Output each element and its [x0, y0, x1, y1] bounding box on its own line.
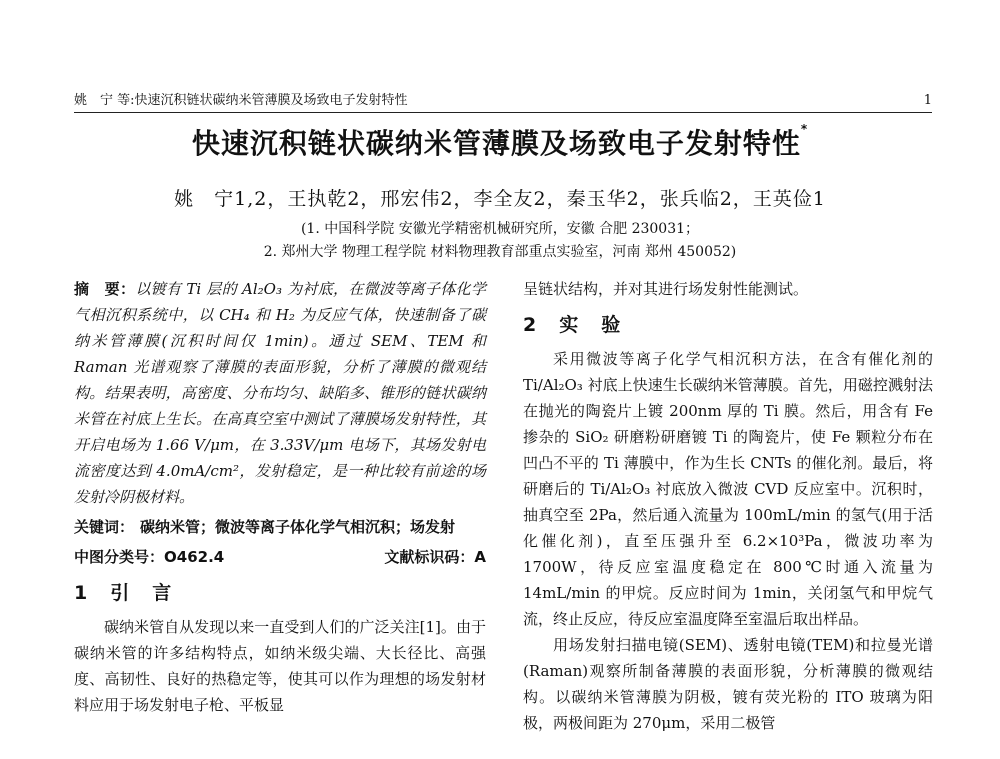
left-column: [74, 276, 486, 718]
continuation-text: 呈链状结构，并对其进行场发射性能测试。: [523, 280, 809, 298]
paper-title-text: 快速沉积链状碳纳米管薄膜及场致电子发射特性: [191, 127, 801, 160]
doc-code-value: A: [474, 548, 486, 566]
intro-paragraph: 碳纳米管自从发现以来一直受到人们的广泛关注[1]。由于碳纳米管的许多结构特点，如纳米级尖端、大长径比、高强度、高韧性、良好的热稳定等，使其可以作为理想的场发射材料应用于场发射电子枪、平板显: [74, 618, 486, 714]
section-1-heading: 1 引 言: [74, 582, 174, 604]
page-number: 1: [923, 93, 932, 108]
affiliation-1: (1. 中国科学院 安徽光学精密机械研究所，安徽 合肥 230031；: [300, 221, 700, 237]
keywords-text: 碳纳米管；微波等离子体化学气相沉积；场发射: [140, 518, 456, 536]
author-list: 姚 宁1,2，王执乾2，邢宏伟2，李全友2，秦玉华2，张兵临2，王英俭1: [174, 188, 826, 210]
abstract-label: 摘 要：: [74, 280, 136, 298]
abstract: [74, 276, 486, 510]
clc-value: O462.4: [164, 548, 225, 566]
keywords-label: 关键词：: [74, 518, 135, 536]
clc-label: 中图分类号：: [74, 548, 165, 566]
affiliation-2: 2. 郑州大学 物理工程学院 材料物理教育部重点实验室，河南 郑州 450052): [263, 244, 737, 260]
experiment-paragraph-2: 用场发射扫描电镜(SEM)、透射电镜(TEM)和拉曼光谱(Raman)观察所制备薄膜的表面形貌，分析薄膜的微观结构。以碳纳米管薄膜为阴极，镀有荧光粉的 ITO 玻璃为阳极，两极间距为 270μm，采用二极管: [523, 636, 933, 732]
section-2-heading: 2 实 验: [523, 314, 623, 336]
right-column: [523, 276, 933, 736]
experiment-paragraph-1: 采用微波等离子化学气相沉积方法，在含有催化剂的 Ti/Al₂O₃ 衬底上快速生长碳纳米管薄膜。首先，用磁控溅射法在抛光的陶瓷片上镀 200nm 厚的 Ti 膜。然后，用含有 Fe 掺杂的 SiO₂ 研磨粉研磨镀 Ti 的陶瓷片，使 Fe 颗粒分布在凹凸不平的 Ti 薄膜中，作为生长 CNTs 的催化剂。最后，将研磨后的 Ti/Al₂O₃ 衬底放入微波 CVD 反应室中。沉积时，抽真空至 2Pa，然后通入流量为 100mL/min 的氢气(用于活化催化剂)，直至压强升至 6.2×10³Pa，微波功率为 1700W，待反应室温度稳定在 800℃时通入流量为 14mL/min 的甲烷。反应时间为 1min，关闭氢气和甲烷气流，终止反应，待反应室温度降至室温后取出样品。: [523, 350, 933, 628]
document-code: [384, 544, 486, 570]
clc-number: [74, 544, 224, 570]
classification-line: [74, 544, 486, 570]
title-footnote-mark: *: [800, 122, 809, 136]
running-header: [74, 92, 932, 113]
abstract-text: 以镀有 Ti 层的 Al₂O₃ 为衬底，在微波等离子体化学气相沉积系统中，以 CH₄ 和 H₂ 为反应气体，快速制备了碳纳米管薄膜(沉积时间仅 1min)。通过 SEM、TEM 和 Raman 光谱观察了薄膜的表面形貌，分析了薄膜的微观结构。结果表明，高密度、分布均匀、缺陷多、锥形的链状碳纳米管在衬底上生长。在高真空室中测试了薄膜场发射特性，其开启电场为 1.66 V/μm，在 3.33V/μm 电场下，其场发射电流密度达到 4.0mA/cm²，发射稳定，是一种比较有前途的场发射冷阴极材料。: [74, 280, 486, 506]
paper-title: [0, 122, 1000, 162]
running-title: 姚 宁 等:快速沉积链状碳纳米管薄膜及场致电子发射特性: [74, 93, 408, 108]
doc-code-label: 文献标识码：: [384, 548, 475, 566]
keywords: [74, 514, 486, 540]
